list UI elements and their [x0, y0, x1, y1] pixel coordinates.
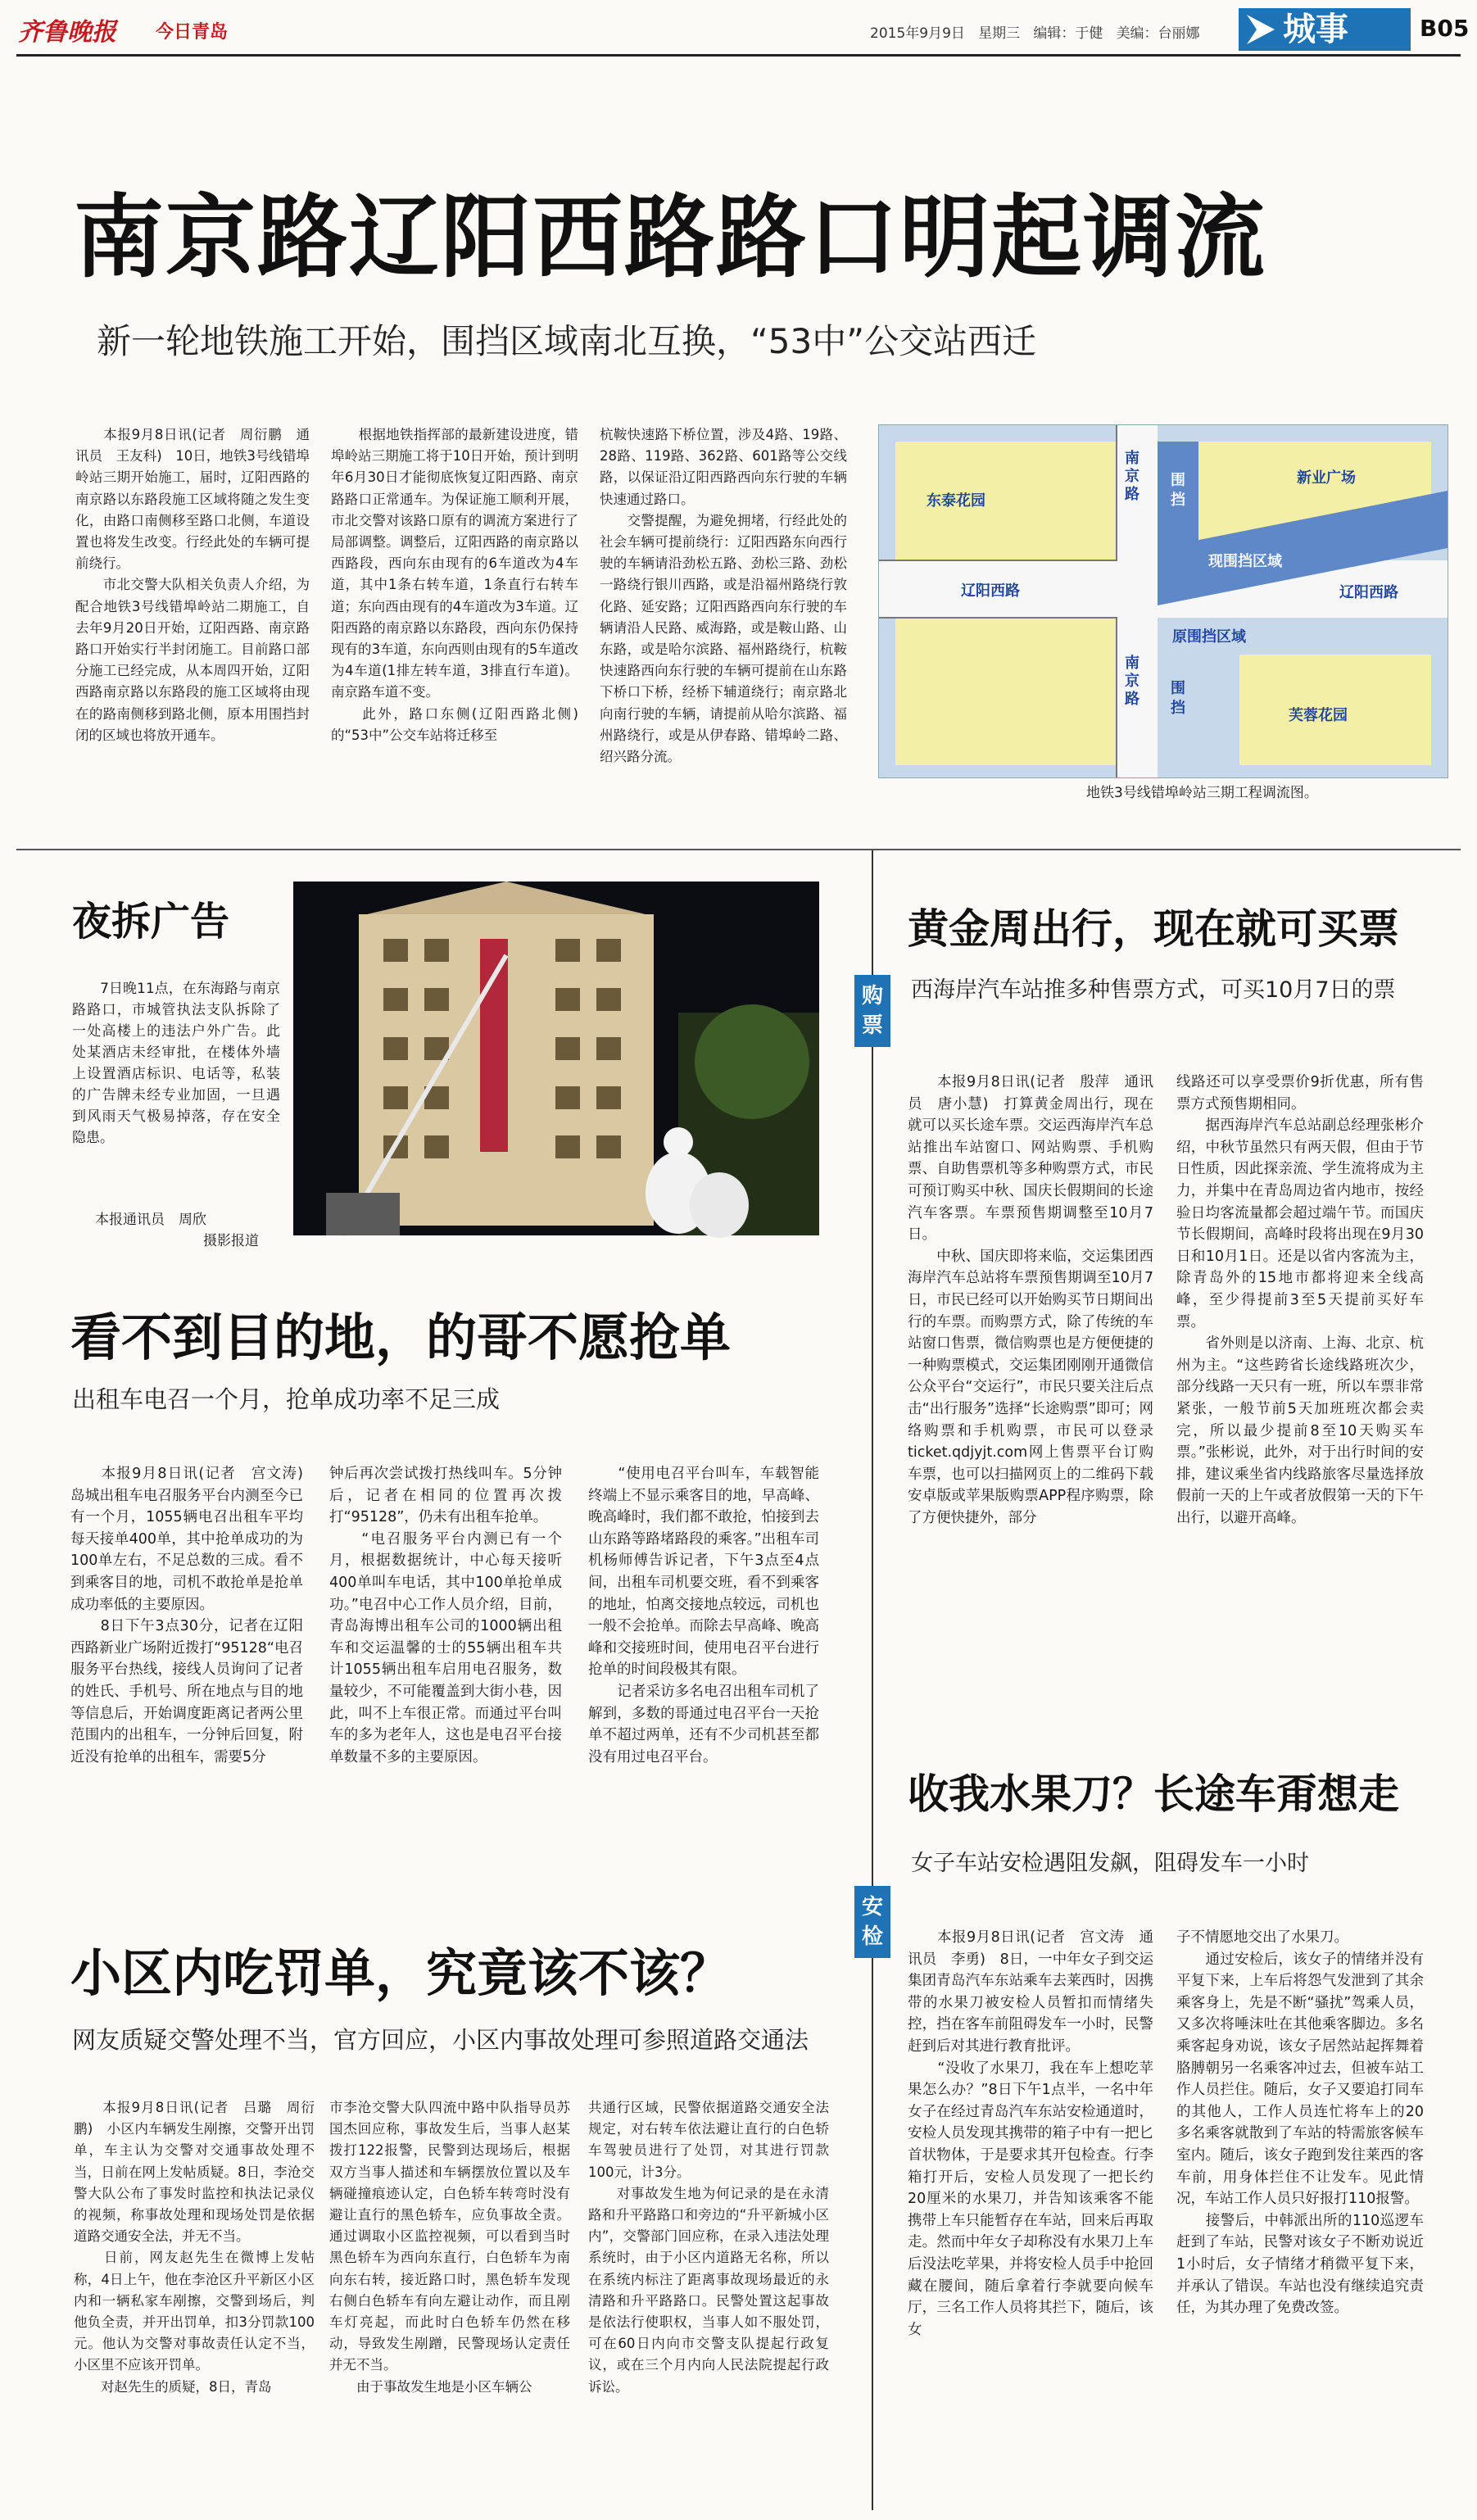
article3-col3: “使用电召平台叫车，车载智能终端上不显示乘客目的地，早高峰、晚高峰时，我们都不敢抢，怕接到去山东路等路堵路段的乘客。”出租车司机杨师傅告诉记者，下午3点至4点间，出租车司机要交班，看不到乘客的地址，怕离交接地点较远，司机也一般不会抢单。而除去早高峰、晚高峰和交接班时间，使用电召平台进行抢单的时间段极其有限。 记者采访多名电召出租车司机了解到，多数的哥通过电召平台一天抢单不超过两单，还有不少司机甚至都没有用过电召平台。 — [588, 1466, 819, 1765]
article2-byline2: 摄影报道 — [203, 1233, 259, 1249]
article4-subtitle: 网友质疑交警处理不当，官方回应，小区内事故处理可参照道路交通法 — [72, 2026, 809, 2054]
article6-subtitle: 女子车站安检遇阻发飙，阻碍发车一小时 — [911, 1851, 1309, 1876]
article6-col2: 子不情愿地交出了水果刀。 通过安检后，该女子的情绪并没有平复下来，上车后将怨气发泄到了其余乘客身上，先是不断“骚扰”驾乘人员，又多次将唾沫吐在其他乘客脚边。多名乘客起身劝说，该女子居然站起挥舞着胳膊朝另一名乘客冲过去，但被车站工作人员拦住。随后，女子又要追打同车的其他人，工作人员连忙将车上的20多名乘客就散到了车站的特需旅客候车室内。随后，该女子跑到发往莱西的客车前，用身体拦住不让发车。见此情况，车站工作人员只好报打110报警。 接警后，中韩派出所的110巡逻车赶到了车站，民警对该女子不断劝说近1小时后，女子情绪才稍微平复下来，并承认了错误。车站也没有继续追究责任，为其办理了免费改签。 — [1176, 1929, 1424, 2317]
map-label-dongtai: 东泰花园 — [927, 492, 985, 510]
editor-credit: 编辑：于健 — [1033, 25, 1103, 42]
map-label-liaoyang-right: 辽阳西路 — [1339, 584, 1398, 601]
newspaper-logo: 齐鲁晚报 — [18, 18, 116, 47]
article5-col1: 本报9月8日讯(记者 殷萍 通讯员 唐小慧) 打算黄金周出行，现在就可以买长途车票。交运西海岸汽车总站推出车站窗口、网站购票、手机购票、自助售票机等多种购票方式，市民可预订购买中秋、国庆长假期间的长途汽车客票。车票预售期调整至10月7日。 中秋、国庆即将来临，交运集团西海岸汽车总站将车票预售期调至10月7日，市民已经可以开始购买节日期间出行的车票。而购票方式，除了传统的车站窗口售票，微信购票也是方便便捷的一种购票模式，交运集团刚刚开通微信公众平台“交运行”，市民只要关注后点击“出行服务”选择“长途购票”即可；网络购票和手机购票，市民可以登录ticket.qdjyjt.com网上售票平台订购车票，也可以扫描网页上的二维码下载安卓版或苹果版购票APP程序购票，除了方便快捷外，部分 — [908, 1074, 1153, 1526]
article5-col2: 线路还可以享受票价9折优惠，所有售票方式预售期相同。 据西海岸汽车总站副总经理张彬介绍，中秋节虽然只有两天假，但由于节日性质，因此探亲流、学生流将成为主力，并集中在青岛周边省内地市，按经验日均客流量都会超过端午节。而国庆节长假期间，高峰时段将出现在9月30日和10月1日。还是以省内客流为主，除青岛外的15地市都将迎来全线高峰，至少得提前3至5天提前买好车票。 省外则是以济南、上海、北京、杭州为主。“这些跨省长途线路班次少，部分线路一天只有一班，所以车票非常紧张，一般节前5天加班班次都会卖完，所以最少提前8至10天购买车票。”张彬说，此外，对于出行时间的安排，建议乘坐省内线路旅客尽量选择放假前一天的上午或者放假第一天的下午出行，以避开高峰。 — [1176, 1074, 1424, 1526]
article4-title: 小区内吃罚单，究竟该不该？ — [70, 1943, 732, 2003]
article1-col1: 本报9月8日讯(记者 周衍鹏 通讯员 王友科) 10日，地铁3号线错埠岭站三期开始施工，届时，辽阳西路的南京路以东路段施工区域将随之发生变化，由路口南侧移至路口北侧，车道设置也将发生改变。行经此处的车辆可提前绕行。 市北交警大队相关负责人介绍，为配合地铁3号线错埠岭站二期施工，自去年9月20日开始，辽阳西路、南京路路口开始实行半封闭施工。目前路口部分施工已经完成，从本周四开始，辽阳西路南京路以东路段的施工区域将由现在的路南侧移到路北侧，原本用围挡封闭的区域也将放开通车。 — [75, 427, 310, 743]
demolition-photo — [293, 882, 819, 1235]
right-column-divider — [872, 850, 873, 2510]
map-label-nanjing-top: 南京路 — [1125, 450, 1139, 503]
map-label-furong: 芙蓉花园 — [1289, 707, 1348, 724]
article4-col1: 本报9月8日讯(记者 吕璐 周衍鹏) 小区内车辆发生剐擦，交警开出罚单，车主认为交警对交通事故处理不当，日前在网上发帖质疑。8日，李沧交警大队公布了事发时监控和执法记录仪的视频，称事故处理和现场处罚是依据道路交通安全法，并无不当。 日前，网友赵先生在微博上发帖称，4日上午，他在李沧区升平新区小区内和一辆私家车剐擦，交警到场后，判他负全责，并开出罚单，扣3分罚款100元。他认为交警对事故责任认定不当，小区里不应该开罚单。 对赵先生的质疑，8日，青岛 — [74, 2100, 315, 2395]
article2-byline1: 本报通讯员 周欣 — [95, 1212, 206, 1228]
article2-body: 7日晚11点，在东海路与南京路路口，市城管执法支队拆除了一处高楼上的违法户外广告。此处某酒店未经审批，在楼体外墙上设置酒店标识、电话等，私装的广告牌未经专业加固，一旦遇到风雨天气极易掉落，存在安全隐患。 — [72, 981, 280, 1146]
map-label-weidang-top: 围挡 — [1171, 472, 1185, 509]
section-name: 今日青岛 — [156, 22, 229, 43]
article1-col3: 杭鞍快速路下桥位置，涉及4路、19路、28路、119路、362路、601路等公交线路，以保证沿辽阳西路西向东行驶的车辆快速通过路口。 交警提醒，为避免拥堵，行经此处的社会车辆可提前绕行：辽阳西路东向西行驶的车辆请沿劲松五路、劲松三路、劲松一路绕行银川西路，或是沿福州路绕行敦化路、延安路；辽阳西路西向东行驶的车辆请沿人民路、威海路，或是鞍山路、山东路，或是哈尔滨路、福州路绕行，杭鞍快速路西向东行驶的车辆可提前在山东路下桥口下桥，经桥下辅道绕行；南京路北向南行驶的车辆，请提前从哈尔滨路、福州路绕行，或是从伊春路、错埠岭二路、绍兴路分流。 — [600, 427, 847, 765]
article5-subtitle: 西海岸汽车站推多种售票方式，可买10月7日的票 — [911, 977, 1396, 1003]
map-label-xinye: 新业广场 — [1297, 469, 1356, 487]
article3-subtitle: 出租车电召一个月，抢单成功率不足三成 — [72, 1385, 501, 1413]
article1-col2: 根据地铁指挥部的最新建设进度，错埠岭站三期施工将于10日开始，预计到明年6月30日才能彻底恢复辽阳西路、南京路路口正常通车。为保证施工顺利开展，市北交警对该路口原有的调流方案进行了局部调整。调整后，辽阳西路的南京路以西路段，西向东由现有的6车道改为4车道，其中1条右转车道，1条直行右转车道；东向西由现有的4车道改为3车道。辽阳西路的南京路以东路段，西向东仍保持现有的3车道，东向西则由现有的5车道改为4车道(1排左转车道，3排直行车道)。南京路车道不变。 此外，路口东侧(辽阳西路北侧)的“53中”公交车站将迁移至 — [331, 427, 578, 743]
article6-tag: 安检 — [854, 1886, 890, 1958]
article5-tag: 购票 — [854, 975, 890, 1047]
article3-col2: 钟后再次尝试拨打热线叫车。5分钟后，记者在相同的位置再次拨打“95128”，仍未有出租车抢单。 “电召服务平台内测已有一个月，根据数据统计，中心每天接听400单叫车电话，其中100单抢单成功。”电召中心工作人员介绍，目前，青岛海博出租车公司的1000辆出租车和交运温馨的士的55辆出租车共计1055辆出租车启用电召服务，数量较少，不可能覆盖到大街小巷，因此，叫不上车很正常。而通过平台叫车的多为老年人，这也是电召平台接单数量不多的主要原因。 — [329, 1466, 562, 1765]
photo-illustration — [293, 882, 819, 1235]
divider-upper — [16, 849, 1461, 850]
map-label-original: 原围挡区域 — [1172, 628, 1246, 646]
map-label-liaoyang-left: 辽阳西路 — [961, 582, 1020, 600]
article3-col1: 本报9月8日讯(记者 宫文涛) 岛城出租车电召服务平台内测至今已有一个月，1055辆电召出租车平均每天接单400单，其中抢单成功的为100单左右，不足总数的三成。看不到乘客目的地，司机不敢抢单是抢单成功率低的主要原因。 8日下午3点30分，记者在辽阳西路新业广场附近拨打“95128“电召服务平台热线，接线人员询问了记者的姓氏、手机号、所在地点与目的地等信息后，开始调度距离记者两公里范围内的出租车，一分钟后回复，附近没有抢单的出租车，需要5分 — [70, 1466, 303, 1765]
masthead-meta — [870, 21, 1200, 42]
article4-col2: 市李沧交警大队四流中路中队指导员苏国杰回应称，事故发生后，当事人赵某拨打122报警，民警到达现场后，根据双方当事人描述和车辆摆放位置以及车辆碰撞痕迹认定，白色轿车转弯时没有避让直行的黑色轿车，应负事故全责。通过调取小区监控视频，可以看到当时黑色轿车为西向东直行，白色轿车为南向东右转，接近路口时，黑色轿车发现右侧白色轿车有向左避让动作，而且剐车灯亮起，而此时白色轿车仍然在移动，导致发生剐蹭，民警现场认定责任并无不当。 由于事故发生地是小区车辆公 — [329, 2100, 570, 2395]
article6-title: 收我水果刀？长途车甭想走 — [908, 1770, 1399, 1818]
header-rule — [16, 54, 1461, 57]
article2-title: 夜拆广告 — [72, 899, 230, 945]
map-caption: 地铁3号线错埠岭站三期工程调流图。 — [1086, 785, 1318, 801]
designer-credit: 美编：台丽娜 — [1116, 25, 1200, 42]
page-number: B05 — [1420, 15, 1470, 42]
article6-col1: 本报9月8日讯(记者 宫文涛 通讯员 李勇) 8日，一中年女子到交运集团青岛汽车东站乘车去莱西时，因携带的水果刀被安检人员暂扣而情绪失控，挡在客车前阻碍发车一小时，民警赶到后对其进行教育批评。 “没收了水果刀，我在车上想吃苹果怎么办？”8日下午1点半，一名中年女子在经过青岛汽车东站安检通道时，安检人员发现其携带的箱子中有一把匕首状物体，于是要求其开包检查。行李箱打开后，安检人员发现了一把长约20厘米的水果刀，并告知该乘客不能携带上车只能暂存在车站，回来后再取走。然而中年女子却称没有水果刀上车后没法吃苹果，并将安检人员手中抢回藏在腰间，随后拿着行李就要向候车厅，三名工作人员将其拦下，随后，该女 — [908, 1929, 1153, 2338]
article1-title: 南京路辽阳西路路口明起调流 — [74, 185, 1266, 290]
issue-date: 2015年9月9日 — [870, 25, 965, 42]
map-label-nanjing-bottom: 南京路 — [1125, 655, 1139, 708]
article4-col3: 共通行区域，民警依据道路交通安全法规定，对右转车依法避让直行的白色轿车驾驶员进行了处罚，对其进行罚款100元，计3分。 对事故发生地为何记录的是在永清路和升平路路口和旁边的“升平新城小区内”，交警部门回应称，在录入违法处理系统时，由于小区内道路无名称，所以在系统内标注了距离事故现场最近的永清路和升平路路口。民警处置这起事故是依法行使职权，当事人如不服处罚，可在60日内向市交警支队提起行政复议，或在三个月内向人民法院提起行政诉讼。 — [588, 2100, 829, 2395]
issue-weekday: 星期三 — [978, 25, 1021, 42]
traffic-map — [878, 424, 1448, 778]
column-title: 城事 — [1283, 11, 1348, 48]
article5-title: 黄金周出行，现在就可买票 — [908, 905, 1399, 953]
article1-subtitle: 新一轮地铁施工开始，围挡区域南北互换，“53中”公交站西迁 — [97, 321, 1036, 361]
map-label-existing: 现围挡区域 — [1208, 553, 1282, 570]
map-label-weidang-bottom: 围挡 — [1171, 680, 1185, 717]
column-arrow-icon — [1242, 11, 1280, 48]
article3-title: 看不到目的地，的哥不愿抢单 — [70, 1308, 732, 1367]
